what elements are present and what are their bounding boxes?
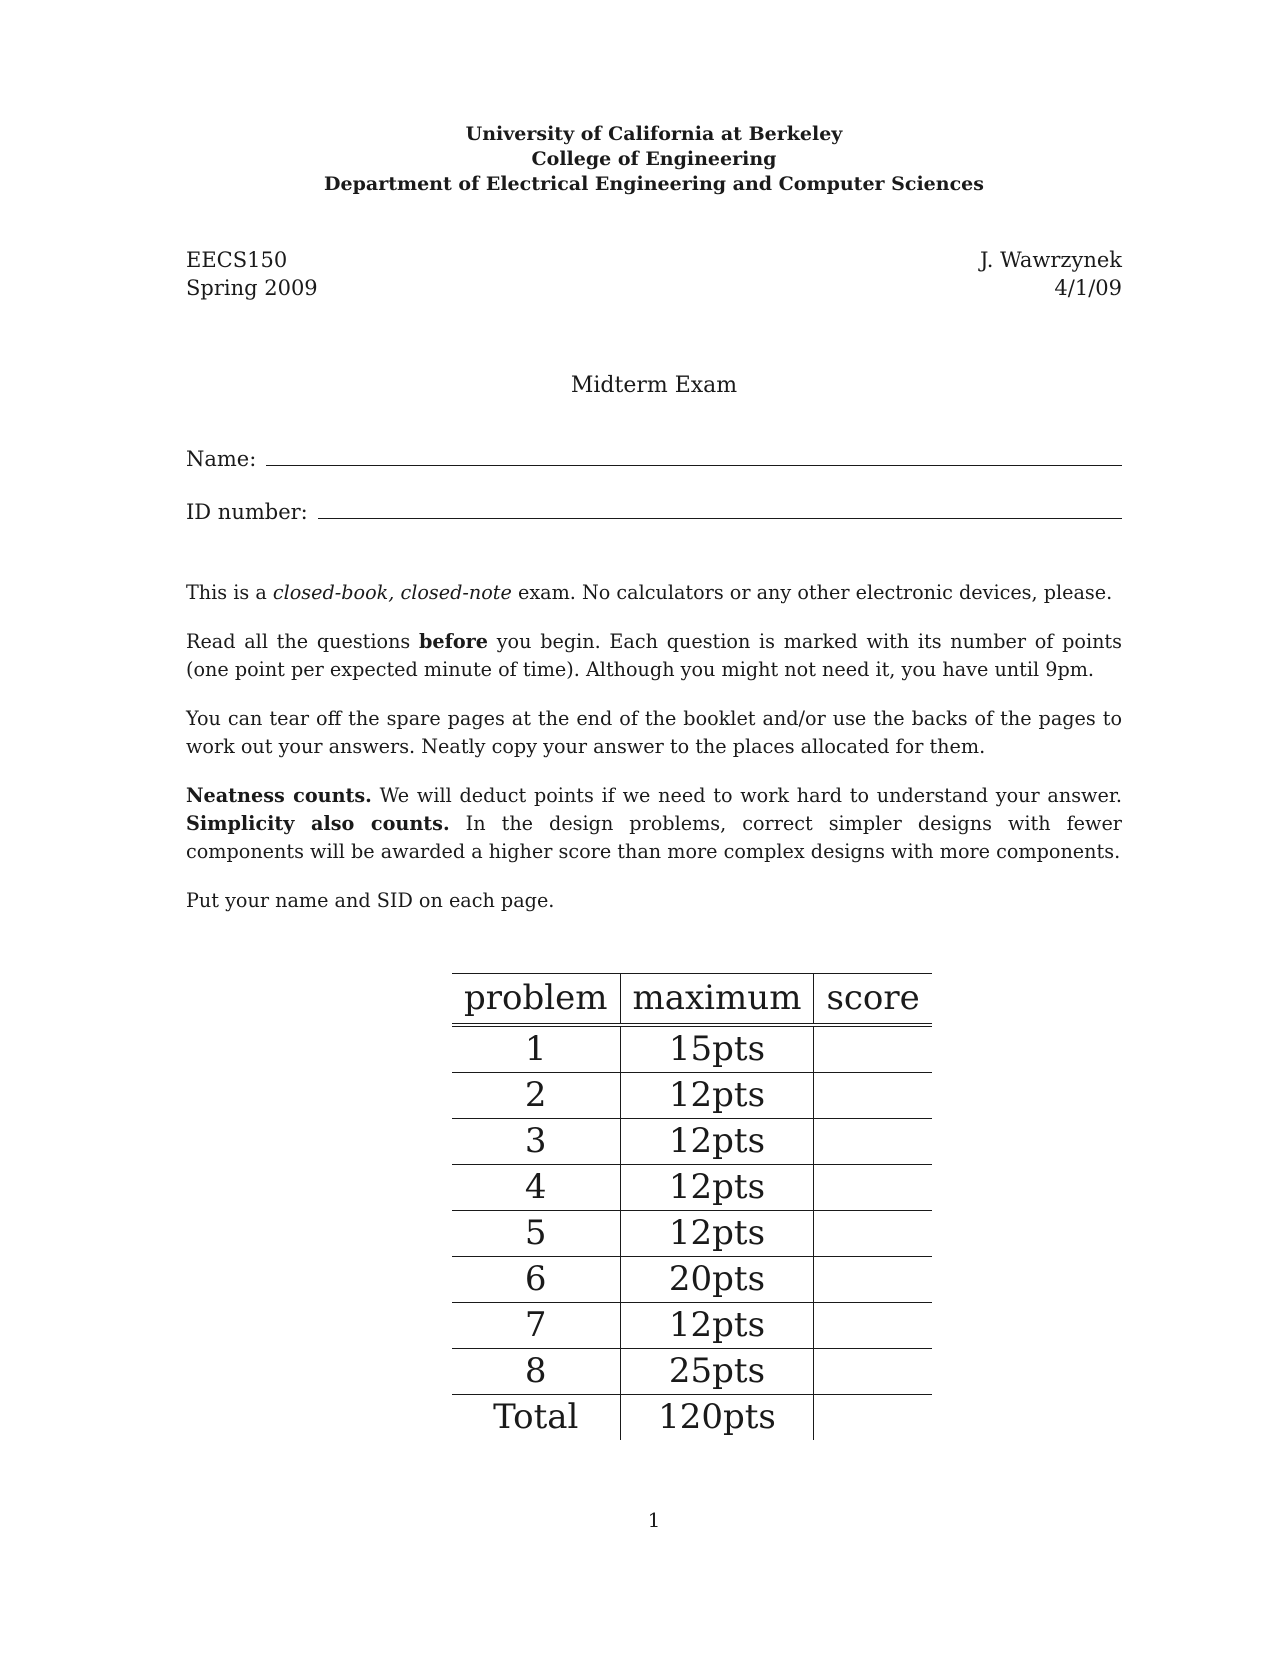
name-field-row — [186, 447, 1122, 471]
name-input-line[interactable] — [266, 464, 1122, 466]
college-name: College of Engineering — [531, 148, 777, 170]
instruction-spare-pages: You can tear off the spare pages at the end of the booklet and/or use the backs of the pages to work out your answers. Neatly copy your answer to the places allocated for them. — [186, 707, 1122, 758]
problem-number: 8 — [452, 1349, 620, 1395]
exam-title: Midterm Exam — [570, 373, 738, 398]
instructions — [186, 579, 1122, 936]
id-label: ID number: — [186, 500, 308, 524]
table-row — [452, 1211, 932, 1257]
max-points: 12pts — [620, 1073, 814, 1119]
instructor-info — [980, 246, 1122, 302]
instruction-read-first: Read all the questions before you begin. Each question is marked with its number of points (one point per expected minute of time). Although you might not need it, you have until 9pm. — [186, 630, 1122, 681]
page-number: 1 — [647, 1508, 661, 1532]
max-points: 12pts — [620, 1165, 814, 1211]
exam-date: 4/1/09 — [1054, 276, 1122, 300]
score-table — [452, 973, 932, 1440]
instruction-closed-book: This is a closed-book, closed-note exam. No calculators or any other electronic devices, please. — [186, 581, 1113, 604]
table-row — [452, 1303, 932, 1349]
max-points: 12pts — [620, 1119, 814, 1165]
max-points: 25pts — [620, 1349, 814, 1395]
department-name: Department of Electrical Engineering and Computer Sciences — [324, 173, 984, 195]
problem-number: 4 — [452, 1165, 620, 1211]
score-cell — [814, 1349, 932, 1395]
header-problem: problem — [452, 974, 620, 1026]
header-maximum: maximum — [620, 974, 814, 1026]
total-max-points: 120pts — [620, 1395, 814, 1441]
table-row — [452, 1349, 932, 1395]
exam-page — [186, 0, 1122, 1656]
total-label: Total — [452, 1395, 620, 1441]
problem-number: 6 — [452, 1257, 620, 1303]
score-cell — [814, 1303, 932, 1349]
problem-number: 2 — [452, 1073, 620, 1119]
problem-number: 5 — [452, 1211, 620, 1257]
header-score: score — [814, 974, 932, 1026]
id-input-line[interactable] — [318, 517, 1122, 519]
name-label: Name: — [186, 447, 257, 471]
table-row — [452, 1025, 932, 1073]
max-points: 20pts — [620, 1257, 814, 1303]
score-cell — [814, 1257, 932, 1303]
score-cell — [814, 1073, 932, 1119]
instruction-name-sid: Put your name and SID on each page. — [186, 889, 555, 912]
max-points: 12pts — [620, 1211, 814, 1257]
max-points: 12pts — [620, 1303, 814, 1349]
course-code: EECS150 — [186, 248, 288, 272]
id-field-row — [186, 500, 1122, 524]
score-cell — [814, 1119, 932, 1165]
table-row — [452, 1119, 932, 1165]
term: Spring 2009 — [186, 276, 318, 300]
table-row — [452, 1257, 932, 1303]
score-cell — [814, 1025, 932, 1073]
score-cell — [814, 1165, 932, 1211]
university-name: University of California at Berkeley — [465, 123, 843, 145]
problem-number: 3 — [452, 1119, 620, 1165]
instruction-neatness: Neatness counts. We will deduct points if we need to work hard to understand your answer. Simplicity also counts. In the design problems, correct simpler designs with fewer components will be awarded a higher score than more complex designs with more components. — [186, 784, 1122, 863]
instructor-name: J. Wawrzynek — [979, 248, 1122, 272]
problem-number: 7 — [452, 1303, 620, 1349]
course-info — [186, 246, 318, 302]
total-row — [452, 1395, 932, 1441]
table-row — [452, 1073, 932, 1119]
total-score-cell — [814, 1395, 932, 1441]
table-row — [452, 1165, 932, 1211]
max-points: 15pts — [620, 1025, 814, 1073]
problem-number: 1 — [452, 1025, 620, 1073]
score-cell — [814, 1211, 932, 1257]
institution-header — [186, 122, 1122, 197]
